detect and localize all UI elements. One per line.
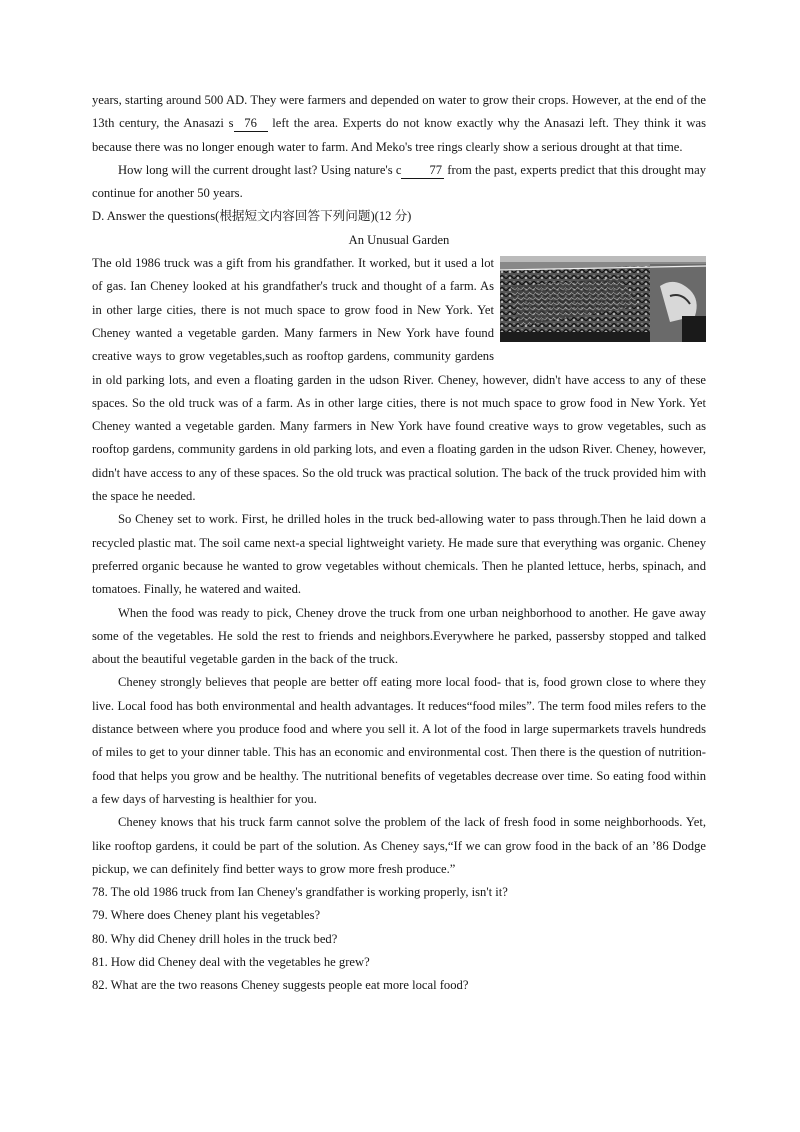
blank-77: 77 xyxy=(401,163,444,179)
article-title: An Unusual Garden xyxy=(348,232,450,247)
question-79: 79. Where does Cheney plant his vegetables? xyxy=(92,908,321,923)
section-heading: D. Answer the questions(根据短文内容回答下列问题)(12 分) xyxy=(92,209,412,224)
article-paragraph-4: Cheney strongly believes that people are better off eating more local food- that is, food grown close to where they live. Local food has both environmental and health advantages. It reduces“food miles”. The term food miles refers to the distance between where you produce food and where you sell it. A lot of the food in large supermarkets travels hundreds of miles to get to your dinner table. This has an economic and environmental cost. Then there is the question of nutrition-food that helps you grow and be healthy. The nutritional benefits of vegetables decrease over time. So eating food within a few days of harvesting is healthier for you. xyxy=(92,675,706,806)
article-paragraph-5: Cheney knows that his truck farm cannot solve the problem of the lack of fresh food in some neighborhoods. Yet, like rooftop gardens, it could be part of the solution. As Cheney says,“If we can grow food in the back of an ’86 Dodge pickup, we can definitely find better ways to grow more fresh produce.” xyxy=(92,815,706,876)
question-80: 80. Why did Cheney drill holes in the truck bed? xyxy=(92,931,338,946)
question-81: 81. How did Cheney deal with the vegetables he grew? xyxy=(92,954,370,969)
article-paragraph-2: So Cheney set to work. First, he drilled holes in the truck bed-allowing water to pass through.Then he laid down a recycled plastic mat. The soil came next-a special lightweight variety. He made sure that everything was organic. Cheney preferred organic because he wanted to grow vegetables without chemicals. Then he planted lettuce, herbs, spinach, and tomatoes. Finally, he watered and waited. xyxy=(92,512,706,597)
question-82: 82. What are the two reasons Cheney suggests people eat more local food? xyxy=(92,978,469,993)
truck-garden-photo xyxy=(500,256,706,342)
article-paragraph-3: When the food was ready to pick, Cheney drove the truck from one urban neighborhood to another. He gave away some of the vegetables. He sold the rest to friends and neighbors.Everywhere he parked, passersby stopped and talked about the beautiful vegetable garden in the back of the truck. xyxy=(92,605,706,667)
question-78: 78. The old 1986 truck from Ian Cheney's grandfather is working properly, isn't it? xyxy=(92,885,508,900)
question-list xyxy=(92,881,706,997)
intro-paragraph-2: How long will the current drought last? Using nature's c 77 from the past, experts predict that this drought may continue for another 50 years. xyxy=(92,162,706,201)
truck-garden-photo-icon xyxy=(500,256,706,342)
intro-paragraph-1: years, starting around 500 AD. They were farmers and depended on water to grow their crops. However, at the end of the 13th century, the Anasazi s 76 left the area. Experts do not know exactly why the Anasazi left. They think it was because there was no longer enough water to farm. And Meko's tree rings clearly show a serious drought at that time. xyxy=(92,93,706,154)
blank-76: 76 xyxy=(234,116,268,132)
page-content xyxy=(92,89,706,998)
article-paragraph-1: The old 1986 truck was a gift from his grandfather. It worked, but it used a lot of gas. Ian Cheney looked at his grandfather's truck and thought of a farm. As in other large cities, there is not much space to grow food in New York. Yet Cheney wanted a vegetable garden. Many farmers in New York have found creative ways to grow vegetables,such as rooftop gardens, community gardens in old parking lots, and even a floating garden in the udson River. Cheney, however, didn't have access to any of these spaces. So the old truck was of a farm. As in other large cities, there is not much space to grow food in New York. Yet Cheney wanted a vegetable garden. Many farmers in New York have found creative ways to grow vegetables, such as rooftop gardens, community gardens in old parking lots, and even a floating garden in the udson River. Cheney, however, didn't have access to any of these spaces. So the old truck was practical solution. The back of the truck provided him with the space he needed. xyxy=(92,256,706,504)
